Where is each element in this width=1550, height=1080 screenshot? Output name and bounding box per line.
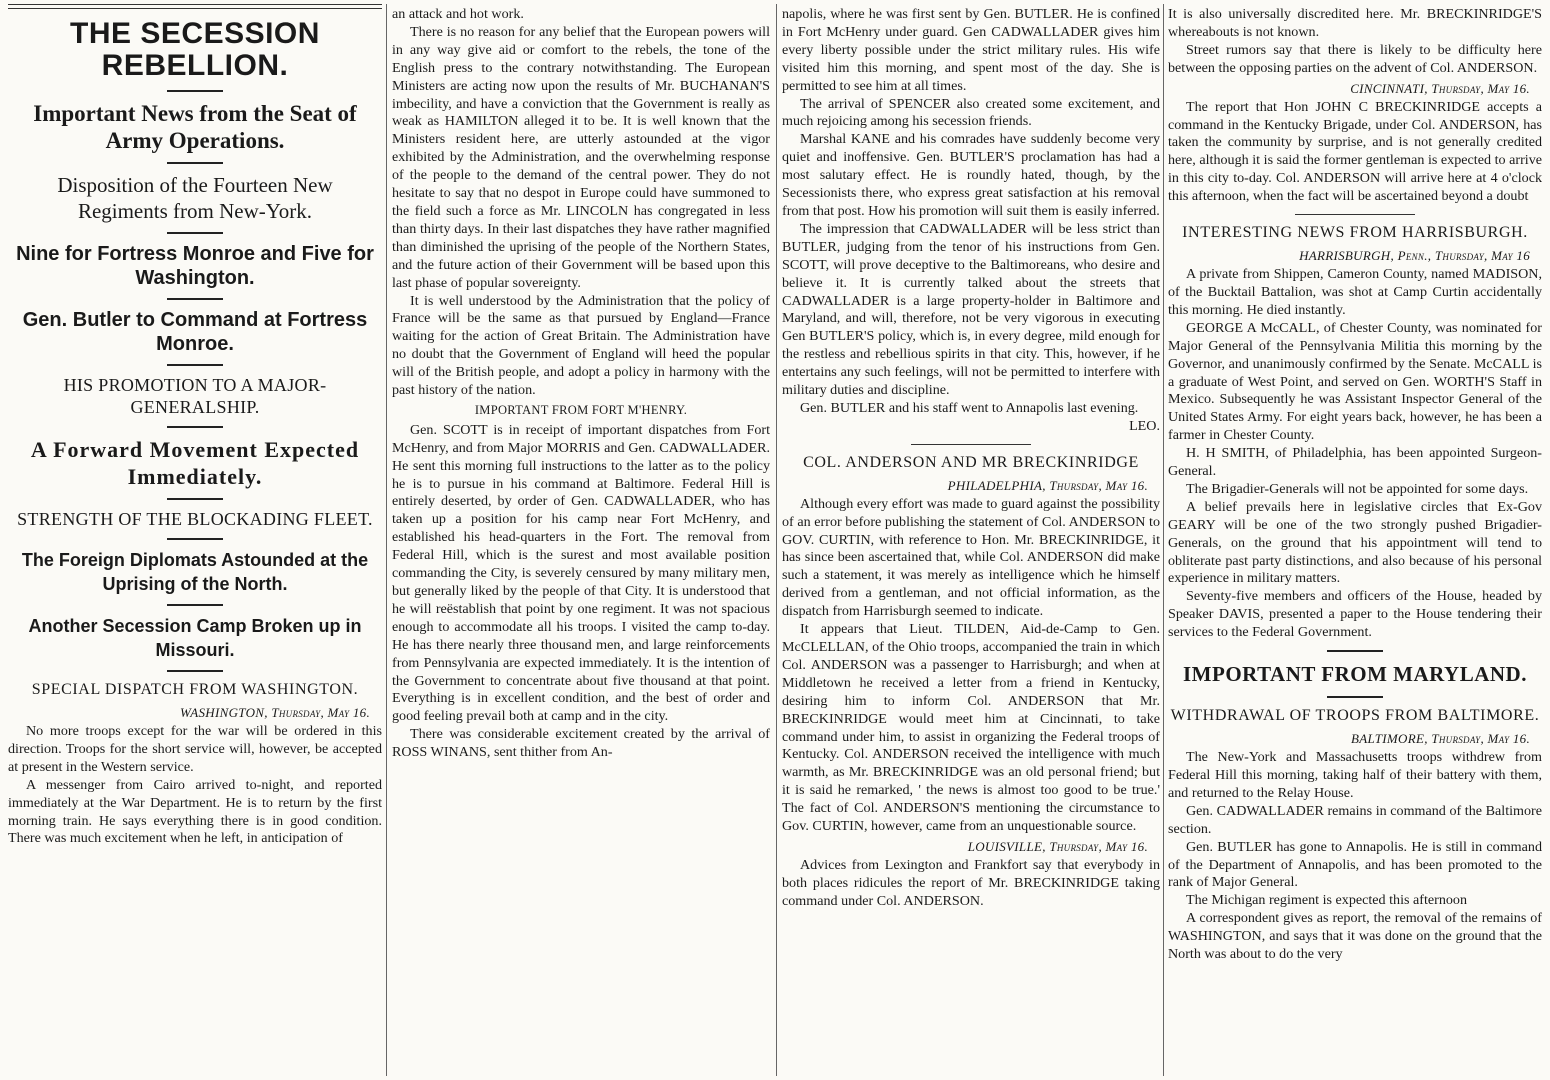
deck-headline: The Foreign Diplomats Astounded at the Uprising of the North. bbox=[21, 550, 369, 594]
signoff: LEO. bbox=[1129, 417, 1160, 434]
paragraph: Gen. SCOTT is in receipt of important dispatches from Fort McHenry, and from Major MORRIS and Gen. CADWALLADER. He sent this morning full instructions to the latter as to the policy he is to pursue in his command at Baltimore. Federal Hill is entirely deserted, by order of Gen. CADWALLADER, who has taken up a position for his camp near Fort McHenry, and established his head-quarters in the Fort. The removal from Federal Hill, which is the surest and most available position commanding the City, is severely censured by many military men, but generally liked by the people of that City. It is understood that he will reëstablish that point by one regiment. It was not spacious enough to accommodate all his troops. I visited the camp to-day. He has there nearly three thousand men, and large reinforcements from Pennsylvania are expected immediately. It is the intention of the Government to concentrate about five thousand at that point. Everything is in excellent condition, and the best of order and good feeling prevail both at camp and in the city. bbox=[392, 421, 770, 725]
section-heading: WITHDRAWAL OF TROOPS FROM BALTIMORE. bbox=[1170, 707, 1540, 725]
deck-headline: Gen. Butler to Command at Fortress Monroe. bbox=[22, 309, 368, 355]
paragraph: Street rumors say that there is likely to be difficulty here between the opposing parties on the advent of Col. ANDERSON. bbox=[1168, 41, 1542, 76]
paragraph: It appears that Lieut. TILDEN, Aid-de-Camp to Gen. McCLELLAN, of the Ohio troops, accompanied the train in which Col. ANDERSON was a passenger to Harrisburgh; and when at Middletown he received a letter from a friend in Kentucky, desiring him to inform Col. ANDERSON that Mr. BRECKINRIDGE would meet him at Cincinnati, to take command under him, to assist in organizing the Federal troops of Kentucky. Col. ANDERSON received the intelligence with much warmth, as Mr. BRECKINRIDGE was an old personal friend; but it is said he remarked, ' the news is almost too good to be true.' The fact of Col. ANDERSON'S mentioning the circumstance to Gov. CURTIN, however, came from an unquestionable source. bbox=[782, 621, 1160, 835]
dateline: CINCINNATI, Thursday, May 16. bbox=[1350, 80, 1530, 96]
dateline: WASHINGTON, Thursday, May 16. bbox=[180, 705, 370, 720]
separator bbox=[167, 90, 223, 92]
deck-headline: Nine for Fortress Monroe and Five for Washington. bbox=[16, 243, 374, 289]
column-4 bbox=[1168, 6, 1542, 1076]
separator bbox=[167, 670, 223, 672]
paragraph: an attack and hot work. bbox=[392, 6, 524, 22]
separator bbox=[167, 162, 223, 164]
paragraph: napolis, where he was first sent by Gen. BUTLER. He is confined in Fort McHenry under guard. Gen CADWALLADER gives him every liberty possible under the strict military rules. His wife visited him this morning, and spent most of the day. She is permitted to see him at all times. bbox=[782, 6, 1160, 94]
paragraph: Gen. BUTLER has gone to Annapolis. He is still in command of the Department of Annapolis, and has been promoted to the rank of Major General. bbox=[1168, 838, 1542, 891]
separator bbox=[167, 298, 223, 300]
paragraph: It is well understood by the Administration that the policy of France will be the same as that pursued by England—France waiting for the action of Great Britain. The Administration have no doubt that the Government of England will heed the popular will of the British people, and adopt a policy in harmony with the past history of the nation. bbox=[392, 292, 770, 399]
paragraph: There was considerable excitement created by the arrival of ROSS WINANS, sent thither from An- bbox=[392, 726, 770, 761]
separator bbox=[167, 498, 223, 500]
deck-headline: A Forward Movement Expected Immediately. bbox=[30, 437, 360, 489]
deck-headline: STRENGTH OF THE BLOCKADING FLEET. bbox=[17, 509, 373, 529]
deck-headline: HIS PROMOTION TO A MAJOR-GENERALSHIP. bbox=[63, 375, 327, 417]
paragraph: It is also universally discredited here. Mr. BRECKINRIDGE'S whereabouts is not known. bbox=[1168, 6, 1542, 40]
section-heading: COL. ANDERSON AND MR BRECKINRIDGE bbox=[803, 453, 1139, 471]
column-2 bbox=[392, 6, 770, 1076]
separator bbox=[167, 364, 223, 366]
separator bbox=[167, 604, 223, 606]
column-rule bbox=[776, 4, 777, 1076]
paragraph: Gen. BUTLER and his staff went to Annapolis last evening. bbox=[800, 399, 1139, 416]
section-heading: SPECIAL DISPATCH FROM WASHINGTON. bbox=[31, 681, 359, 698]
separator bbox=[167, 538, 223, 540]
paragraph: Although every effort was made to guard against the possibility of an error before publishing the statement of Col. ANDERSON to GOV. CURTIN, with reference to Hon. Mr. BRECKINRIDGE, it has since been ascertained that, while Col. ANDERSON did make such a statement, it was merely as intelligence which he himself derived from a gentleman, and not official information, as the dispatch from Harrisburgh seemed to indicate. bbox=[782, 495, 1160, 620]
dateline: BALTIMORE, Thursday, May 16. bbox=[1351, 731, 1530, 747]
dateline: LOUISVILLE, Thursday, May 16. bbox=[967, 838, 1148, 854]
paragraph: No more troops except for the war will be ordered in this direction. Troops for the short service will, however, be accepted at present in the Western service. bbox=[8, 723, 382, 775]
paragraph: Marshal KANE and his comrades have suddenly become very quiet and inoffensive. Gen. BUTLER'S proclamation has had a most salutary effect. He is roundly hated, though, by the Secessionists there, who express great satisfaction at his removal from that post. How his promotion will suit them is easily inferred. bbox=[782, 131, 1160, 219]
paragraph: The impression that CADWALLADER will be less strict than BUTLER, judging from the tenor of his instructions from Gen. SCOTT, will prove deceptive to the Baltimoreans, who desire and believe it. It is currently talked about the streets that CADWALLADER is a large property-holder in Baltimore and Maryland, and will, therefore, not be very vigorous in executing Gen BUTLER'S policy, which is, in every degree, mild enough for the restless and rebellious spirits in that city. This, however, if he entertains any such feelings, will not be permitted to interfere with military duties and discipline. bbox=[782, 220, 1160, 399]
dateline: PHILADELPHIA, Thursday, May 16. bbox=[947, 477, 1148, 493]
paragraph: A private from Shippen, Cameron County, named MADISON, of the Bucktail Battalion, was shot at Camp Curtin accidentally this morning. He died instantly. bbox=[1168, 266, 1542, 318]
deck-headline: Disposition of the Fourteen New Regiments from New-York. bbox=[57, 173, 333, 223]
paragraph: The Brigadier-Generals will not be appointed for some days. bbox=[1186, 480, 1529, 497]
paragraph: The New-York and Massachusetts troops withdrew from Federal Hill this morning, taking half of their battery with them, and returned to the Relay House. bbox=[1168, 749, 1542, 801]
section-headline: IMPORTANT FROM MARYLAND. bbox=[1183, 662, 1527, 687]
column-rule bbox=[386, 4, 387, 1076]
paragraph: There is no reason for any belief that the European powers will in any way give aid or comfort to the rebels, the tone of the English press to the contrary notwithstanding. The European Ministers are acting now upon the results of Mr. BUCHANAN'S imbecility, and have a conviction that the Government is really as weak as HAMILTON alleged it to be. It is well known that the Ministers resident here, are utterly astounded at the vigor exhibited by the Administration, and the overwhelming response of the people to the demand of the central power. They do not hesitate to say that no despot in Europe could have summoned to the field such a force as Mr. LINCOLN has congregated in less than thirty days. In their last dispatches they have rather magnified than diminished the uprising of the people of the Northern States, and the future action of their Government will be based upon this last phase of popular sovereignty. bbox=[392, 23, 770, 291]
separator bbox=[167, 232, 223, 234]
deck-headline: Important News from the Seat of Army Operations. bbox=[33, 101, 357, 153]
separator bbox=[1327, 696, 1383, 698]
paragraph: The arrival of SPENCER also created some excitement, and much rejoicing among his secession friends. bbox=[782, 95, 1160, 130]
separator bbox=[167, 426, 223, 428]
paragraph: H. H SMITH, of Philadelphia, has been appointed Surgeon-General. bbox=[1168, 445, 1542, 480]
paragraph: GEORGE A McCALL, of Chester County, was nominated for Major General of the Pennsylvania Militia this morning by the Governor, and unanimously confirmed by the Senate. McCALL is a graduate of West Point, and served on Gen. WORTH'S Staff in Mexico. Subsequently he was Assistant Inspector General of the United States Army. For eight years back, however, he has been a farmer in Chester County. bbox=[1168, 319, 1542, 444]
dateline: HARRISBURGH, Penn., Thursday, May 16 bbox=[1299, 248, 1530, 264]
paragraph: A messenger from Cairo arrived to-night, and reported immediately at the War Department. He is to return by the first morning train. He says everything there is in good condition. There was much excitement when he left, in anticipation of bbox=[8, 776, 382, 847]
separator bbox=[911, 444, 1031, 445]
paragraph: Gen. CADWALLADER remains in command of the Baltimore section. bbox=[1168, 802, 1542, 837]
paragraph: A belief prevails here in legislative circles that Ex-Gov GEARY will be one of the two strongly pushed Brigadier-Generals, on the ground that his appointment will tend to obliterate past party distinctions, and also because of his personal experience in military matters. bbox=[1168, 498, 1542, 587]
column-3 bbox=[782, 6, 1160, 1076]
deck-headline: Another Secession Camp Broken up in Missouri. bbox=[28, 616, 362, 660]
separator bbox=[1327, 650, 1383, 652]
paragraph: A correspondent gives as report, the removal of the remains of WASHINGTON, and says that it was done on the ground that the North was about to do the very bbox=[1168, 910, 1542, 963]
column-rule bbox=[1163, 4, 1164, 1076]
paragraph: The report that Hon JOHN C BRECKINRIDGE accepts a command in the Kentucky Brigade, under Col. ANDERSON, has taken the community by surprise, and is not generally credited here, although it is said the former gentleman is expected to arrive in this city to-day. Col. ANDERSON will arrive here at 4 o'clock this afternoon, when the fact will be ascertained beyond a doubt bbox=[1168, 98, 1542, 205]
subheading: IMPORTANT FROM FORT M'HENRY. bbox=[474, 402, 688, 417]
paragraph: Advices from Lexington and Frankfort say that everybody in both places ridicules the report of Mr. BRECKINRIDGE taking command under Col. ANDERSON. bbox=[782, 856, 1160, 909]
paragraph: Seventy-five members and officers of the House, headed by Speaker DAVIS, presented a paper to the House tendering their services to the Federal Government. bbox=[1168, 588, 1542, 641]
separator bbox=[1295, 214, 1415, 215]
section-heading: INTERESTING NEWS FROM HARRISBURGH. bbox=[1182, 224, 1528, 242]
column-1 bbox=[8, 6, 382, 1076]
main-headline: THE SECESSION REBELLION. bbox=[70, 17, 320, 82]
paragraph: The Michigan regiment is expected this afternoon bbox=[1186, 892, 1468, 909]
